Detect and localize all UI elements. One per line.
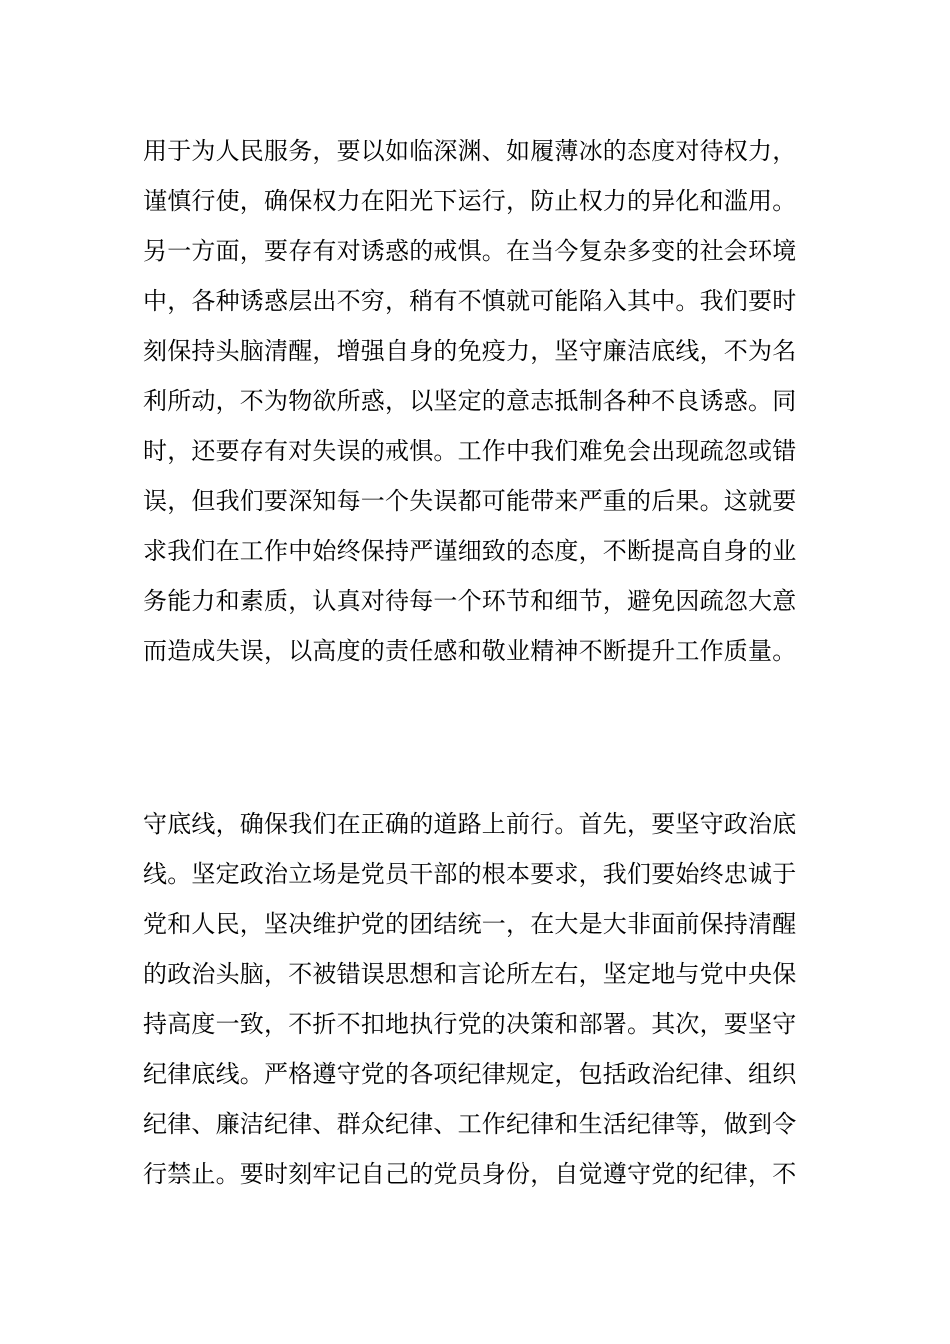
text-line: 持高度一致，不折不扣地执行党的决策和部署。其次，要坚守	[143, 1010, 797, 1038]
paragraph-1	[143, 126, 813, 676]
text-line: 刻保持头脑清醒，增强自身的免疫力，坚守廉洁底线，不为名	[143, 337, 797, 365]
text-line: 求我们在工作中始终保持严谨细致的态度，不断提高自身的业	[143, 537, 797, 565]
text-line: 而造成失误，以高度的责任感和敬业精神不断提升工作质量。	[143, 637, 797, 665]
text-line: 纪律、廉洁纪律、群众纪律、工作纪律和生活纪律等，做到令	[143, 1110, 797, 1138]
text-line: 利所动，不为物欲所惑，以坚定的意志抵制各种不良诱惑。同	[143, 387, 797, 415]
text-line: 务能力和素质，认真对待每一个环节和细节，避免因疏忽大意	[143, 587, 797, 615]
text-line: 谨慎行使，确保权力在阳光下运行，防止权力的异化和滥用。	[143, 187, 797, 215]
text-line: 党和人民，坚决维护党的团结统一，在大是大非面前保持清醒	[143, 910, 797, 938]
text-line: 行禁止。要时刻牢记自己的党员身份，自觉遵守党的纪律，不	[143, 1160, 797, 1188]
text-line: 中，各种诱惑层出不穷，稍有不慎就可能陷入其中。我们要时	[143, 287, 797, 315]
text-line: 的政治头脑，不被错误思想和言论所左右，坚定地与党中央保	[143, 960, 797, 988]
text-line: 另一方面，要存有对诱惑的戒惧。在当今复杂多变的社会环境	[143, 237, 797, 265]
text-line: 守底线，确保我们在正确的道路上前行。首先，要坚守政治底	[143, 810, 797, 838]
text-line: 时，还要存有对失误的戒惧。工作中我们难免会出现疏忽或错	[143, 437, 797, 465]
text-line: 用于为人民服务，要以如临深渊、如履薄冰的态度对待权力，	[143, 137, 797, 165]
text-line: 误，但我们要深知每一个失误都可能带来严重的后果。这就要	[143, 487, 797, 515]
paragraph-2	[143, 799, 813, 1199]
text-line: 线。坚定政治立场是党员干部的根本要求，我们要始终忠诚于	[143, 860, 797, 888]
text-line: 纪律底线。严格遵守党的各项纪律规定，包括政治纪律、组织	[143, 1060, 797, 1088]
